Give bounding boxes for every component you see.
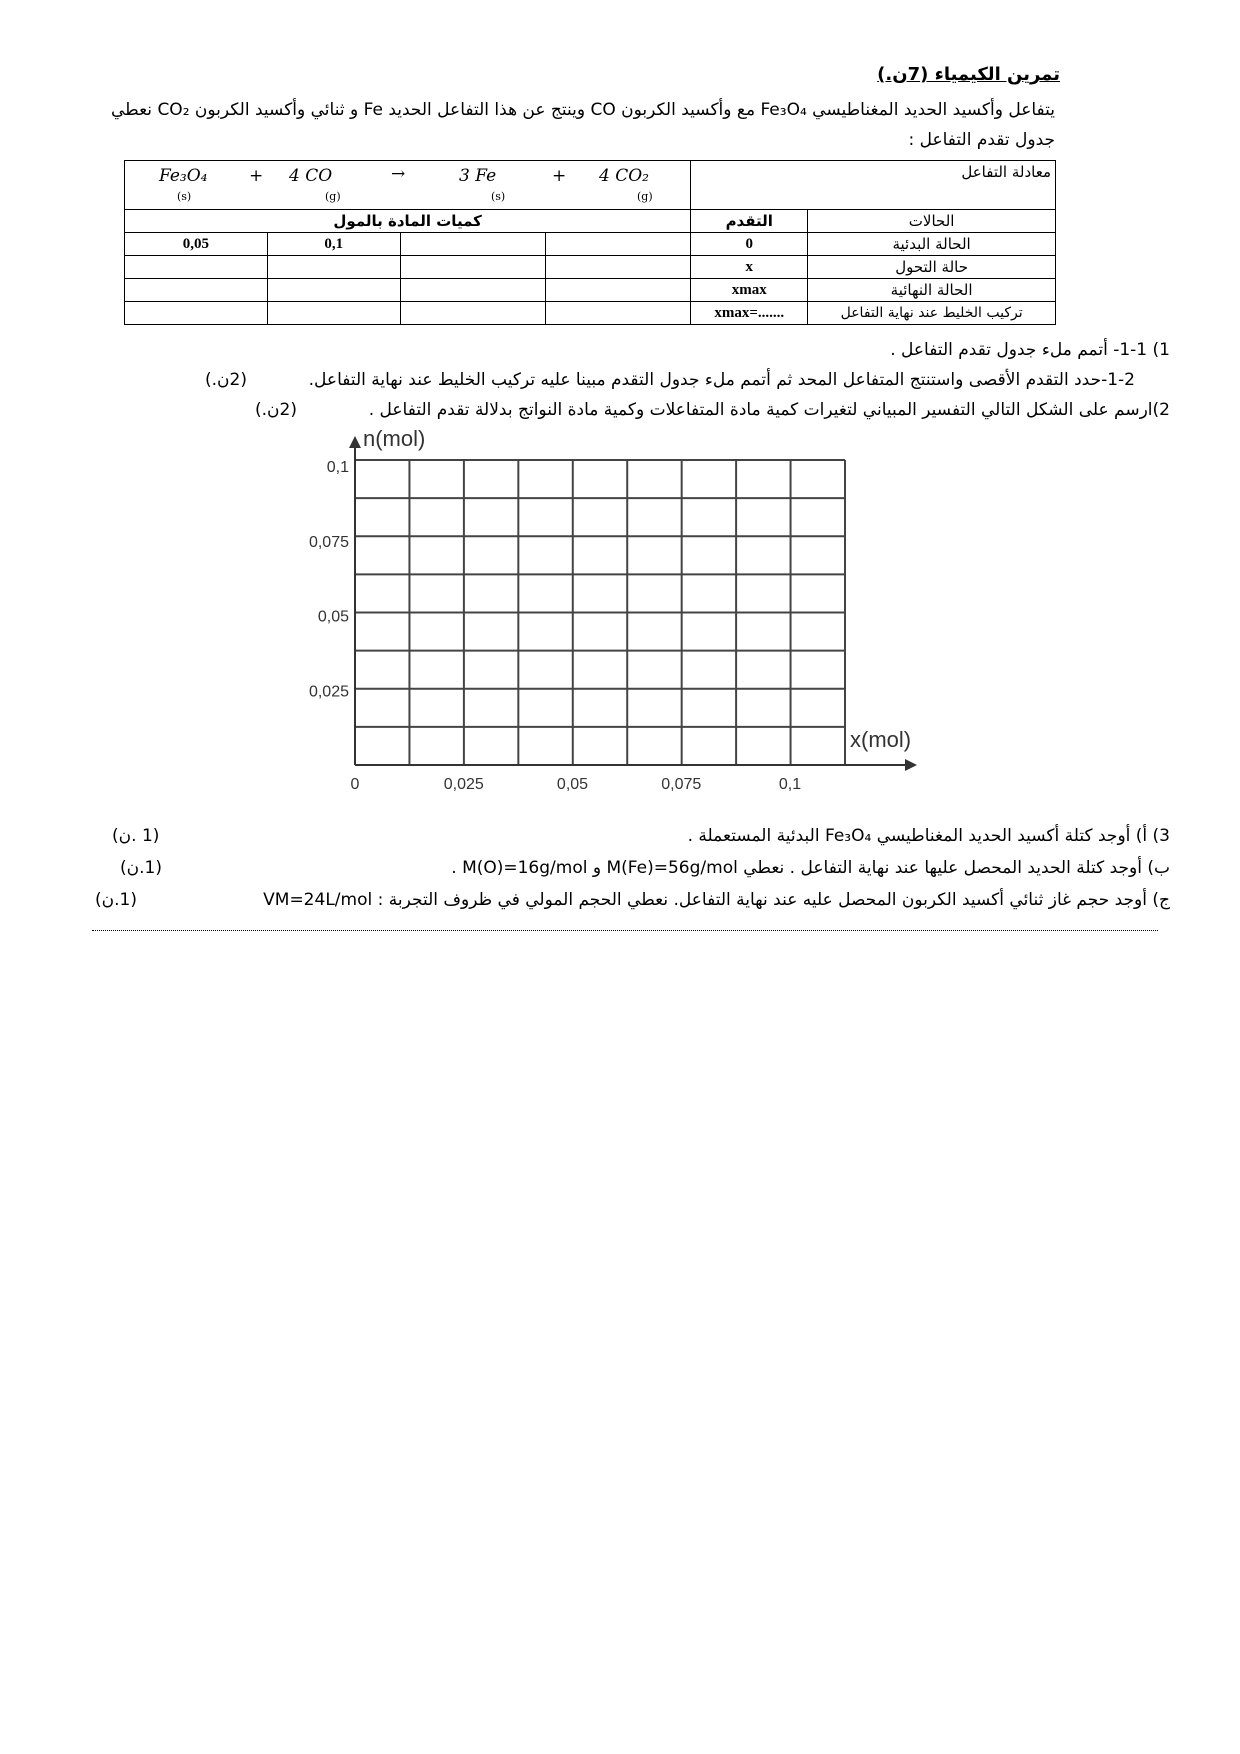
x-tick-label: 0,025 — [443, 776, 484, 793]
eq-arrow: → — [391, 164, 406, 184]
eq-state-2: (g) — [325, 190, 341, 203]
eq-term-fe3o4: Fe₃O₄ — [159, 166, 208, 186]
question-1-2-points: (2ن.) — [205, 370, 247, 390]
y-tick-label: 0,075 — [308, 533, 349, 551]
eq-state-4: (g) — [637, 190, 653, 203]
cell-empty — [267, 256, 400, 279]
table-row — [125, 279, 1056, 302]
cell-state: الحالة النهائية — [808, 279, 1056, 302]
cell-empty — [400, 302, 546, 325]
graph-axes — [349, 436, 917, 771]
cell-empty — [125, 256, 268, 279]
cell-progress: xmax=....... — [691, 302, 808, 325]
eq-state-1: (s) — [177, 190, 192, 203]
table-row — [125, 302, 1056, 325]
cell-fe-initial — [400, 233, 546, 256]
cell-empty — [267, 279, 400, 302]
cell-progress: x — [691, 256, 808, 279]
reaction-equation-cell — [125, 161, 691, 210]
question-1-2: 1-2-حدد التقدم الأقصى واستنتج المتفاعل المحد ثم أتمم ملء جدول التقدم مبينا عليه تركيب الخليط عند نهاية التفاعل. — [308, 370, 1135, 390]
graph-labels — [309, 426, 911, 793]
eq-state-3: (s) — [491, 190, 506, 203]
y-axis-arrow — [349, 436, 361, 448]
eq-plus-2: + — [552, 166, 567, 186]
x-tick-label: 0,075 — [661, 776, 702, 793]
cell-empty — [400, 256, 546, 279]
cell-progress: 0 — [691, 233, 808, 256]
cell-state: الحالة البدئية — [808, 233, 1056, 256]
intro-line-1: يتفاعل وأكسيد الحديد المغناطيسي Fe₃O₄ مع وأكسيد الكربون CO وينتج عن هذا التفاعل الحديد Fe و ثنائي وأكسيد الكربون CO₂ نعطي — [110, 100, 1055, 120]
cell-empty — [125, 302, 268, 325]
cell-progress: xmax — [691, 279, 808, 302]
graph-grid — [355, 460, 845, 765]
progress-table — [124, 160, 1056, 325]
states-header: الحالات — [808, 210, 1056, 233]
exercise-title: تمرين الكيمياء (7ن.) — [877, 64, 1060, 85]
eq-term-fe: 3 Fe — [459, 166, 497, 186]
question-1-1: 1) 1-1- أتمم ملء جدول تقدم التفاعل . — [890, 340, 1170, 360]
cell-co-initial: 0,1 — [267, 233, 400, 256]
eq-plus-1: + — [249, 166, 264, 186]
question-3b: ب) أوجد كتلة الحديد المحصل عليها عند نهاية التفاعل . نعطي M(Fe)=56g/mol و M(O)=16g/mol . — [451, 858, 1170, 878]
x-tick-label: 0,1 — [778, 776, 802, 793]
cell-empty — [546, 279, 691, 302]
question-3b-points: (1.ن) — [120, 858, 162, 878]
equation-label: معادلة التفاعل — [691, 161, 1056, 210]
y-tick-label: 0,025 — [308, 683, 349, 701]
x-axis-arrow — [905, 759, 917, 771]
x-axis-label: x(mol) — [850, 727, 912, 752]
y-tick-label: 0,05 — [317, 608, 349, 626]
cell-empty — [546, 256, 691, 279]
cell-empty — [125, 279, 268, 302]
eq-term-co: 4 CO — [289, 166, 333, 186]
eq-term-co2: 4 CO₂ — [599, 166, 649, 186]
intro-line-2: جدول تقدم التفاعل : — [908, 130, 1055, 150]
x-tick-label: 0 — [350, 776, 360, 793]
y-axis-label: n(mol) — [363, 426, 426, 451]
table-row — [125, 256, 1056, 279]
table-row — [125, 233, 1056, 256]
x-tick-label: 0,05 — [556, 776, 589, 793]
answer-graph[interactable] — [280, 425, 960, 795]
cell-empty — [546, 302, 691, 325]
question-2-points: (2ن.) — [255, 400, 297, 420]
cell-state: حالة التحول — [808, 256, 1056, 279]
question-2: 2)ارسم على الشكل التالي التفسير المبياني لتغيرات كمية مادة المتفاعلات وكمية مادة النواتج بدلالة تقدم التفاعل . — [368, 400, 1170, 420]
amounts-header: كميات المادة بالمول — [125, 210, 691, 233]
progress-header: التقدم — [691, 210, 808, 233]
cell-empty — [400, 279, 546, 302]
question-3c-points: (1.ن) — [95, 890, 137, 910]
cell-state: تركيب الخليط عند نهاية التفاعل — [808, 302, 1056, 325]
cell-fe3o4-initial: 0,05 — [125, 233, 268, 256]
question-3a: 3) أ) أوجد كتلة أكسيد الحديد المغناطيسي Fe₃O₄ البدئية المستعملة . — [687, 826, 1170, 846]
y-tick-label: 0,1 — [326, 459, 349, 476]
cell-empty — [267, 302, 400, 325]
question-3a-points: (1 .ن) — [112, 826, 160, 846]
question-3c: ج) أوجد حجم غاز ثنائي أكسيد الكربون المحصل عليه عند نهاية التفاعل. نعطي الحجم المولي في ظروف التجربة : VM=24L/mol — [263, 890, 1170, 910]
cell-co2-initial — [546, 233, 691, 256]
answer-dotted-line — [92, 930, 1158, 931]
